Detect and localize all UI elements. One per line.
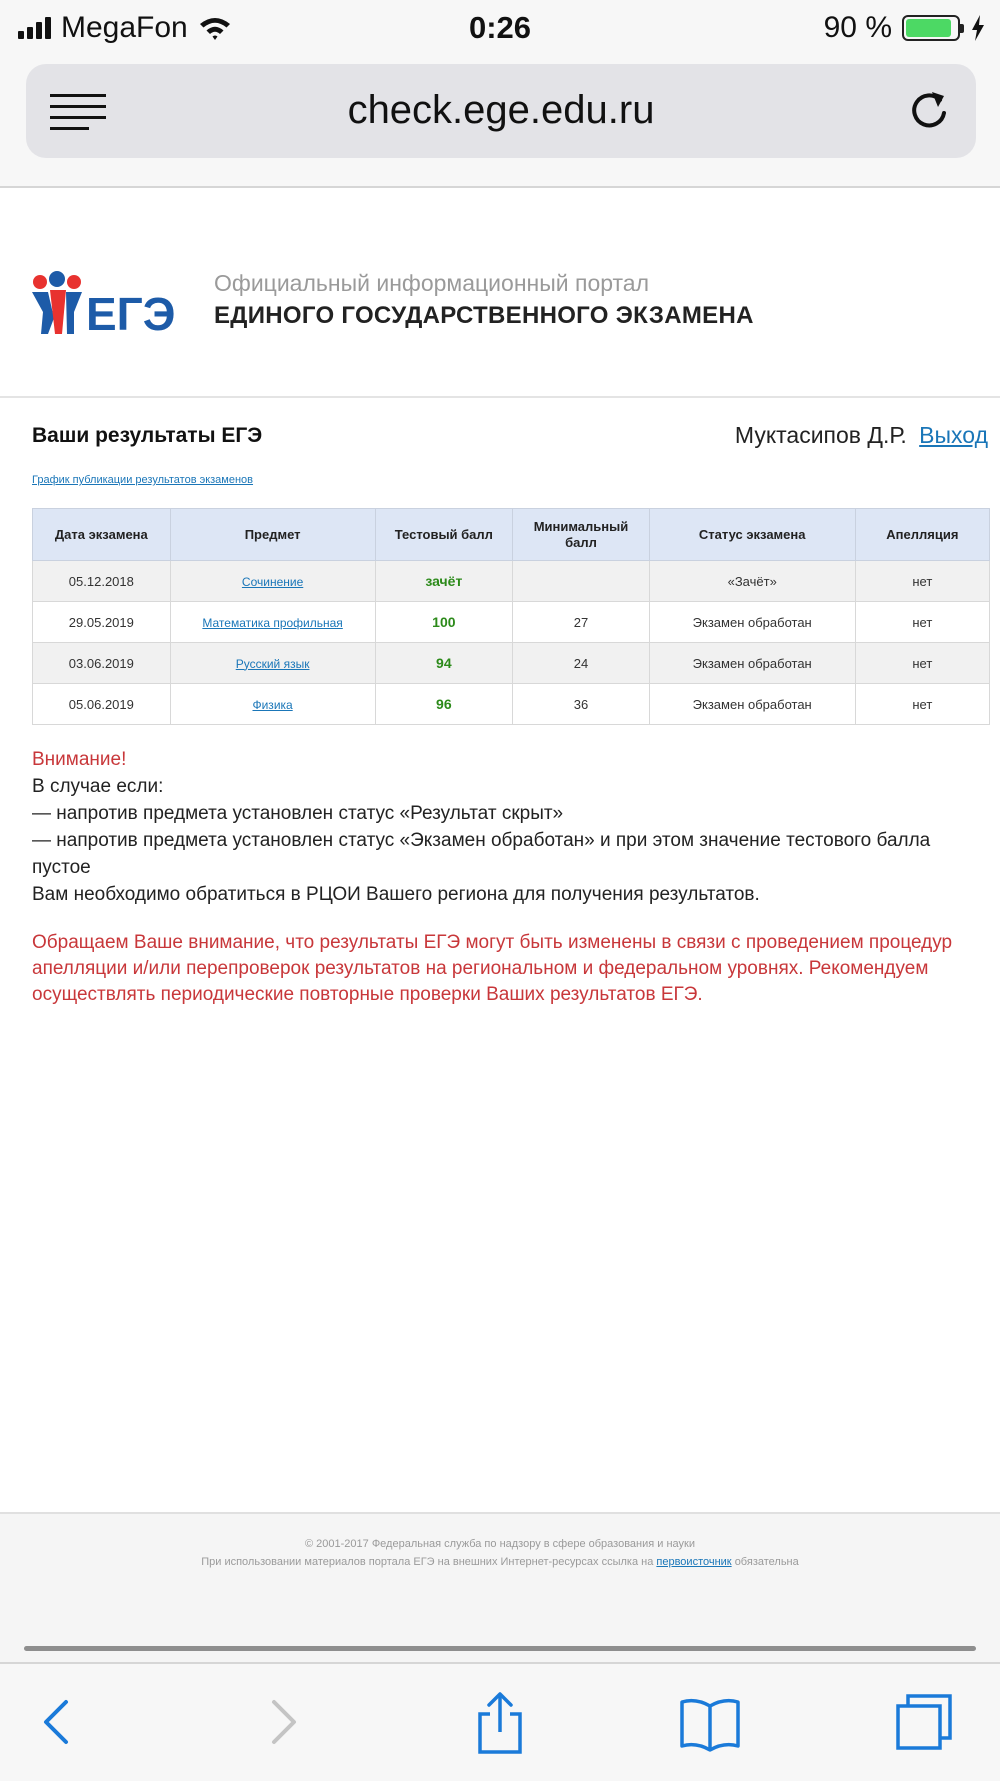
charging-bolt-icon — [970, 15, 986, 41]
forward-icon[interactable] — [250, 1690, 314, 1754]
min-score: 24 — [513, 643, 650, 684]
user-info — [735, 422, 988, 449]
address-bar[interactable] — [26, 64, 976, 158]
web-page — [0, 226, 1000, 1568]
column-header-min-score: Минимальный балл — [513, 509, 650, 561]
status-bar-right — [824, 10, 986, 46]
column-header-score: Тестовый балл — [375, 509, 513, 561]
exam-date: 03.06.2019 — [33, 643, 171, 684]
browser-toolbar-top — [0, 56, 1000, 188]
reload-icon[interactable] — [904, 86, 954, 136]
exam-status: Экзамен обработан — [649, 684, 855, 725]
schedule-link[interactable]: График публикации результатов экзаменов — [32, 474, 254, 486]
notice-line: Вам необходимо обратиться в РЦОИ Вашего региона для получения результатов. — [32, 884, 760, 905]
user-name: Муктасипов Д.Р. — [734, 422, 907, 448]
subject-link[interactable]: Русский язык — [235, 656, 310, 671]
notice-heading: Внимание! — [32, 749, 127, 770]
logo-text: ЕГЭ — [86, 288, 176, 340]
min-score — [513, 561, 650, 602]
notice-line: В случае если: — [32, 776, 164, 797]
results-title: Ваши результаты ЕГЭ — [32, 424, 263, 447]
url-text[interactable]: check.ege.edu.ru — [347, 88, 655, 132]
tabs-icon[interactable] — [892, 1690, 956, 1754]
bookmarks-icon[interactable] — [678, 1690, 742, 1754]
table-row — [33, 643, 990, 684]
portal-title: ЕДИНОГО ГОСУДАРСТВЕННОГО ЭКЗАМЕНА — [214, 302, 754, 329]
test-score: 94 — [375, 643, 513, 684]
battery-percent: 90 % — [823, 11, 892, 44]
appeal: нет — [855, 643, 989, 684]
column-header-appeal: Апелляция — [855, 509, 989, 561]
share-icon[interactable] — [468, 1690, 532, 1754]
subject-link[interactable]: Математика профильная — [202, 615, 343, 630]
subject-link[interactable]: Физика — [252, 697, 293, 712]
browser-toolbar-bottom — [0, 1662, 1000, 1781]
appeal: нет — [855, 684, 989, 725]
logout-link[interactable]: Выход — [919, 422, 988, 448]
column-header-subject: Предмет — [170, 509, 375, 561]
footer-copyright: © 2001-2017 Федеральная служба по надзору в сфере образования и науки — [305, 1538, 695, 1550]
notice-line: — напротив предмета установлен статус «Экзамен обработан» и при этом значение тестового балла пустое — [32, 830, 931, 878]
exam-date: 05.06.2019 — [33, 684, 171, 725]
test-score: зачёт — [375, 561, 513, 602]
table-row — [33, 602, 990, 643]
ege-logo[interactable] — [28, 268, 176, 340]
site-footer — [0, 1512, 1000, 1662]
horizontal-scrollbar[interactable] — [24, 1646, 976, 1651]
status-bar — [0, 0, 1000, 56]
test-score: 100 — [375, 602, 513, 643]
site-header — [0, 226, 1000, 398]
appeal: нет — [855, 602, 989, 643]
status-time: 0:26 — [468, 10, 532, 45]
exam-date: 05.12.2018 — [33, 561, 171, 602]
table-header-row — [33, 509, 990, 561]
portal-subtitle: Официальный информационный портал — [214, 270, 650, 296]
footer-usage — [0, 1556, 1000, 1568]
results-table — [32, 508, 990, 725]
table-row — [33, 684, 990, 725]
notice-block — [32, 746, 982, 908]
source-link[interactable]: первоисточник — [656, 1556, 732, 1568]
carrier-name: MegaFon — [61, 11, 188, 44]
table-row — [33, 561, 990, 602]
back-icon[interactable] — [26, 1690, 90, 1754]
footer-usage-prefix: При использовании материалов портала ЕГЭ на внешних Интернет-ресурсах ссылка на — [201, 1556, 654, 1568]
column-header-date: Дата экзамена — [33, 509, 171, 561]
min-score: 27 — [513, 602, 650, 643]
results-change-warning: Обращаем Ваше внимание, что результаты ЕГЭ могут быть изменены в связи с проведением процедур апелляции и/или перепроверок результатов на региональном и федеральном уровнях. Рекомендуем осуществлять периодические повторные проверки Ваших результатов ЕГЭ. — [32, 932, 953, 1005]
exam-status: Экзамен обработан — [649, 602, 855, 643]
battery-icon — [902, 15, 960, 41]
exam-status: «Зачёт» — [649, 561, 855, 602]
appeal: нет — [855, 561, 989, 602]
test-score: 96 — [375, 684, 513, 725]
notice-line: — напротив предмета установлен статус «Результат скрыт» — [32, 803, 564, 824]
exam-date: 29.05.2019 — [33, 602, 171, 643]
battery-fill — [906, 19, 951, 37]
min-score: 36 — [513, 684, 650, 725]
footer-usage-suffix: обязательна — [734, 1556, 799, 1568]
exam-status: Экзамен обработан — [649, 643, 855, 684]
column-header-status: Статус экзамена — [649, 509, 855, 561]
subject-link[interactable]: Сочинение — [241, 574, 304, 589]
